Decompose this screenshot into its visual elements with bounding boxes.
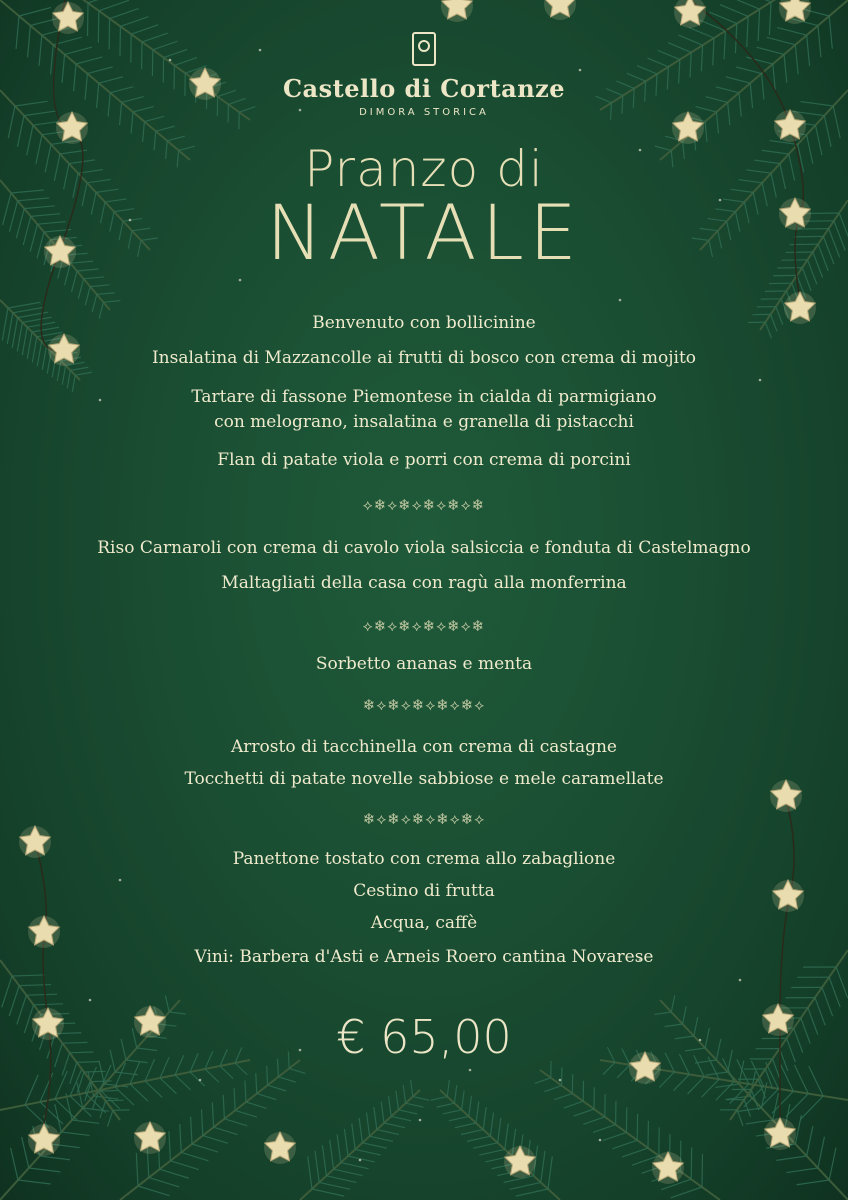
crest-icon [412,32,436,66]
ornament-divider: ❄⟡❄⟡❄⟡❄⟡❄⟡ [362,696,486,714]
menu-item: Acqua, caffè [370,913,478,933]
menu-item: Vini: Barbera d'Asti e Arneis Roero cantina Novarese [194,947,654,967]
menu-item: Insalatina di Mazzancolle ai frutti di bosco con crema di mojito [151,348,697,368]
menu-item: Maltagliati della casa con ragù alla monferrina [221,573,627,593]
menu-item: Panettone tostato con crema allo zabaglione [232,849,616,869]
menu-item: con melograno, insalatina e granella di pistacchi [214,412,634,432]
menu-item: Riso Carnaroli con crema di cavolo viola salsiccia e fonduta di Castelmagno [97,538,751,558]
ornament-divider: ⟡❄⟡❄⟡❄⟡❄⟡❄ [362,617,486,635]
brand-logo [0,32,848,118]
menu-item: Arrosto di tacchinella con crema di castagne [231,737,617,757]
title-line-2: NATALE [266,188,582,277]
menu-item: Benvenuto con bollicinine [312,313,536,333]
brand-subtitle: DIMORA STORICA [359,107,489,118]
menu-item: Flan di patate viola e porri con crema di porcini [217,450,631,470]
ornament-divider: ⟡❄⟡❄⟡❄⟡❄⟡❄ [362,496,486,514]
title-line-1: Pranzo di [304,140,544,198]
ornament-divider: ❄⟡❄⟡❄⟡❄⟡❄⟡ [362,810,486,828]
menu-item: Cestino di frutta [353,881,495,901]
menu-item: Sorbetto ananas e menta [315,654,533,674]
price: € 65,00 [336,1010,512,1064]
brand-name: Castello di Cortanze [282,74,566,103]
menu-item: Tartare di fassone Piemontese in cialda di parmigiano [191,387,657,407]
menu-item: Tocchetti di patate novelle sabbiose e mele caramellate [184,769,664,789]
